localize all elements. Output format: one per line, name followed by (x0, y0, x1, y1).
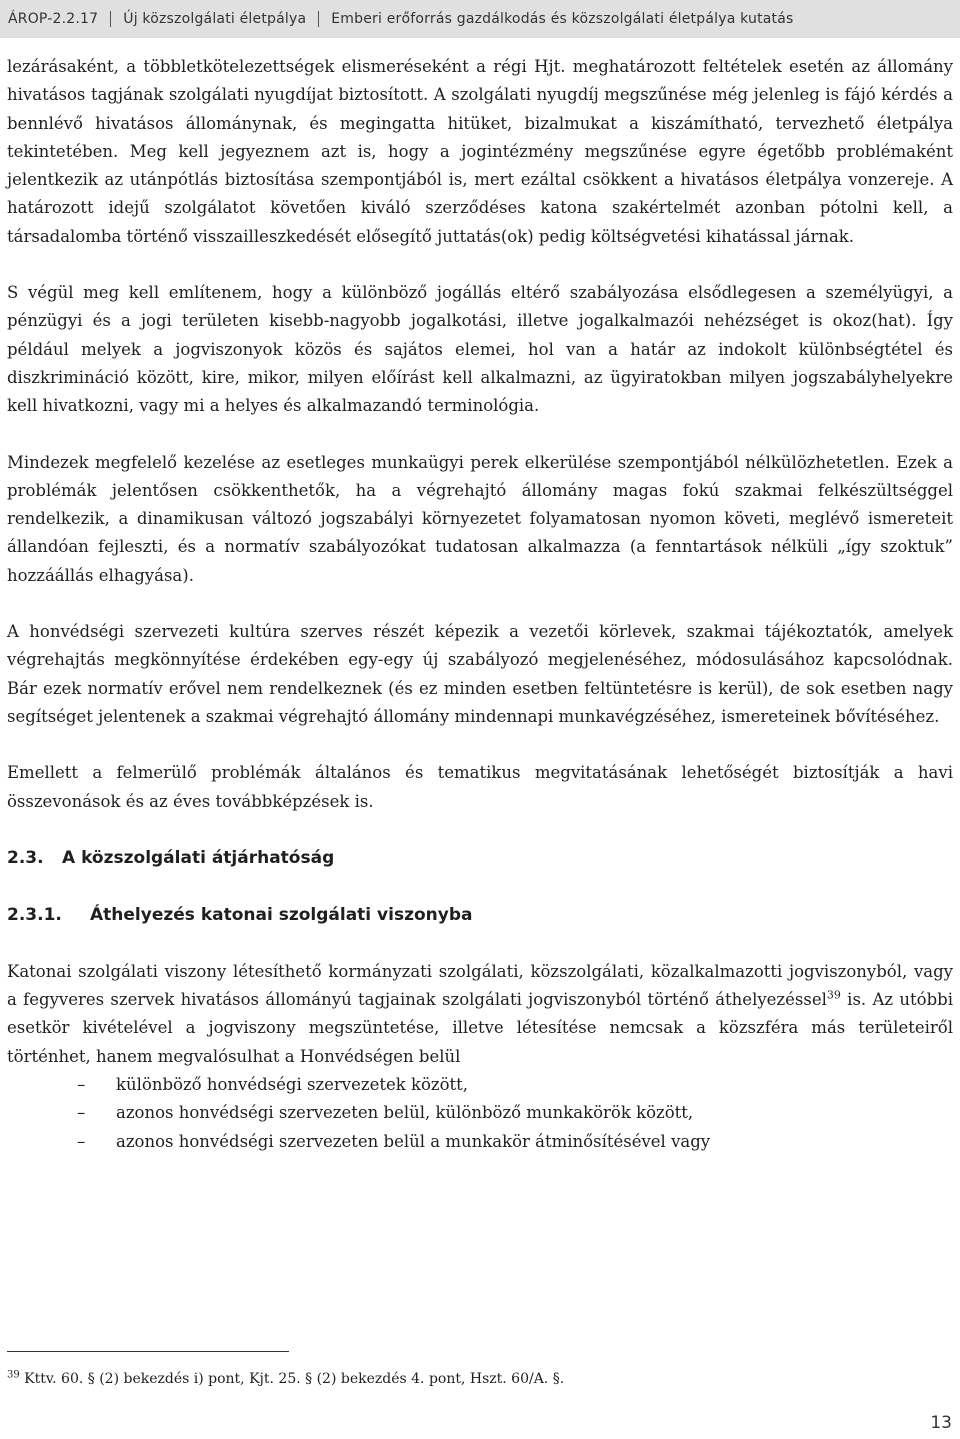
body-paragraph: A honvédségi szervezeti kultúra szerves részét képezik a vezetői körlevek, szakmai tájékoztatók, amelyek végrehajtás megkönnyítése érdekében egy-egy új szabályozó megjelenéséhez, módosulásához kapcsolódnak. Bár ezek normatív erővel nem rendelkeznek (és ez minden esetben feltüntetésre is kerül), de sok esetben nagy segítséget jelentenek a szakmai végrehajtó állomány mindennapi munkavégzéséhez, ismereteinek bővítéséhez. (7, 622, 953, 726)
list-item (7, 1099, 953, 1127)
footnote-number: 39 (7, 1369, 20, 1381)
list-marker: – (77, 1103, 86, 1123)
list-marker: – (77, 1075, 86, 1095)
paragraph-text: is. Az utóbbi esetkör kivételével a jogviszony megszüntetése, illetve létesítése nemcsak a közszféra más területeiről történhet, hanem megvalósulhat a Honvédségen belül (7, 990, 953, 1066)
section-title: A közszolgálati átjárhatóság (62, 847, 335, 868)
footnote (7, 1368, 564, 1390)
paragraph-text: Katonai szolgálati viszony létesíthető kormányzati szolgálati, közszolgálati, közalkalmazotti jogviszonyból, vagy a fegyveres szervek hivatásos állományú tagjainak szolgálati jogviszonyból történő áthelyezéssel (7, 961, 953, 1010)
body-paragraph: lezárásaként, a többletkötelezettségek elismeréseként a régi Hjt. meghatározott feltételek esetén az állomány hivatásos tagjának szolgálati nyugdíjat biztosított. A szolgálati nyugdíj megszűnése még jelenleg is fájó kérdés a bennlévő hivatásos állománynak, és megingatta hitüket, bizalmukat a kiszámítható, tervezhető életpálya tekintetében. Meg kell jegyeznem azt is, hogy a jogintézmény megszűnése egyre égetőbb problémaként jelentkezik az utánpótlás biztosítása szempontjából is, mert ezáltal csökkent a hivatásos életpálya vonzereje. A határozott idejű szolgálatot követően kiváló szerződéses katona szakértelmét azonban pótolni kell, a társadalomba történő visszailleszkedését elősegítő juttatás(ok) pedig költségvetési kihatással járnak. (7, 57, 953, 246)
footnote-divider (7, 1351, 289, 1352)
header-subtitle: Emberi erőforrás gazdálkodás és közszolgálati életpálya kutatás (331, 11, 794, 27)
running-header (0, 0, 960, 38)
footnote-reference[interactable]: 39 (826, 988, 841, 1002)
list-marker: – (77, 1131, 86, 1151)
subsection-heading (7, 901, 953, 929)
page-body (7, 53, 953, 1156)
body-paragraph (7, 958, 953, 1071)
body-paragraph: Emellett a felmerülő problémák általános és tematikus megvitatásának lehetőségét biztosítják a havi összevonások és az éves továbbképzések is. (7, 763, 953, 811)
list-item-text: különböző honvédségi szervezetek között, (116, 1075, 469, 1095)
section-number: 2.3. (7, 847, 44, 868)
list-item (7, 1128, 953, 1156)
list-item-text: azonos honvédségi szervezeten belül a munkakör átminősítésével vagy (116, 1131, 711, 1151)
header-code: ÁROP-2.2.17 (8, 11, 99, 27)
subsection-title: Áthelyezés katonai szolgálati viszonyba (90, 904, 473, 925)
footnote-text: Kttv. 60. § (2) bekezdés i) pont, Kjt. 25. § (2) bekezdés 4. pont, Hszt. 60/A. §. (19, 1371, 565, 1387)
list-item (7, 1071, 953, 1099)
page-number: 13 (930, 1413, 952, 1433)
body-paragraph: S végül meg kell említenem, hogy a különböző jogállás eltérő szabályozása elsődlegesen a személyügyi, a pénzügyi és a jogi területen kisebb-nagyobb jogalkotási, illetve jogalkalmazói nehézséget is okoz(hat). Így például melyek a jogviszonyok közös és sajátos elemei, hol van a határ az indokolt különbségtétel és diszkrimináció között, kire, mikor, milyen előírást kell alkalmazni, az ügyiratokban milyen jogszabályhelyekre kell hivatkozni, vagy mi a helyes és alkalmazandó terminológia. (7, 283, 953, 416)
header-separator (110, 11, 111, 27)
body-paragraph: Mindezek megfelelő kezelése az esetleges munkaügyi perek elkerülése szempontjából nélkülözhetetlen. Ezek a problémák jelentősen csökkenthetők, ha a végrehajtó állomány magas fokú szakmai felkészültséggel rendelkezik, a dinamikusan változó jogszabályi környezetet folyamatosan nyomon követi, meglévő ismereteit állandóan fejleszti, és a normatív szabályozókat tudatosan alkalmazza (a fenntartások nélküli „így szoktuk” hozzáállás elhagyása). (7, 452, 953, 585)
section-heading (7, 844, 953, 872)
header-project: Új közszolgálati életpálya (123, 11, 307, 27)
subsection-number: 2.3.1. (7, 904, 62, 925)
header-separator (318, 11, 319, 27)
dash-list (7, 1071, 953, 1156)
list-item-text: azonos honvédségi szervezeten belül, különböző munkakörök között, (116, 1103, 694, 1123)
